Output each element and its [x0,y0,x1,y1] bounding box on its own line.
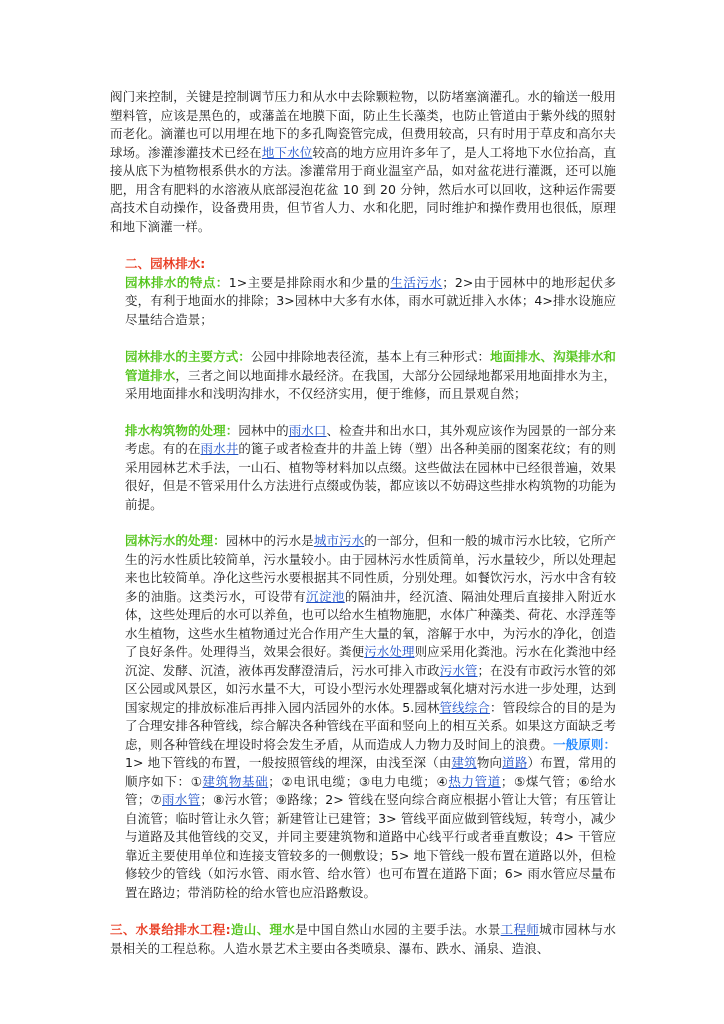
link-sedimentation-tank[interactable]: 沉淀池 [306,588,345,604]
link-rain-pipe[interactable]: 雨水管 [162,792,201,807]
link-road[interactable]: 道路 [502,755,528,770]
paragraph-drainage-structures [110,422,616,515]
document-page [110,88,616,958]
highlight-text: 一般原则： [553,736,616,752]
highlight-text: 造山、理水 [230,922,296,937]
link-building-foundation[interactable]: 建筑物基础 [202,773,269,789]
link-groundwater-level[interactable]: 地下水位 [261,144,313,160]
text: ；②电讯电缆；③电力电缆；④ [268,773,449,789]
text: ；在没有市政污水管的郊区公园或风景区，如污水量不大，可设小型污水处理器或氧化塘对污水进一步处理，达到国家规定的排放标准后再排入园内活园外的水体。5.园林 [125,662,616,715]
text: 1> 地下管线的布置，一般按照管线的埋深，由浅至深（由 [125,755,452,770]
text: 物向 [476,755,503,770]
text: 的篦子或者检查井的井盖上铸（塑）出各种美丽的图案花纹；有的则采用园林艺术手法，一山石、植物等材料加以点缀。这些做法在园林中已经很普遍，效果很好，但是不管采用什么方法进行点缀或伪装，都应该以不妨碍这些排水构筑物的功能为前提。 [125,441,616,512]
text: ；2>由于园林中的地形起伏多变，有利于地面水的排除；3>园林中大多有水体，雨水可就近排入水体；4>排水设施应尽量结合造景； [125,274,617,327]
text: 、检查井和出水口，其外观应该作为园景的一部分来考虑。有的在 [125,422,617,456]
subheading-label: 排水构筑物的处理： [125,422,239,438]
text: ）布置，常用的顺序如下：① [125,755,616,789]
text: 园林中的 [238,422,289,438]
text: 阀门来控制，关键是控制调节压力和从水中去除颗粒物，以防堵塞滴灌孔。水的输送一般用塑料管，应该是黑色的，或藩盖在地膜下面，防止生长藻类，也防止管道由于紫外线的照射而老化。滴灌也可以用埋在地下的多孔陶瓷管完成，但费用较高，只有时用于草皮和高尔夫球场。渗灌渗灌技术已经在 [110,89,616,160]
link-pipeline-integration[interactable]: 管线综合 [439,699,490,715]
link-building[interactable]: 建筑 [451,755,477,770]
link-heating-pipe[interactable]: 热力管道 [448,773,501,789]
text: 公园中排除地表径流，基本上有三种形式： [250,349,491,364]
text: 较高的地方应用许多年了，是人工将地下水位抬高，直接从底下为植物根系供水的方法。渗灌常用于商业温室产品，如对盆花进行灌溉，还可以施肥，用含有肥料的水溶液从底部浸泡花盆 10 到 20 分钟，然后水可以回收，这种运作需要高技术自动操作，设备费用贵，但节省人力、水和化肥，同时维护和操作费用也很低，原理和地下滴灌一样。 [110,144,616,234]
subheading-label: 园林排水的主要方式： [125,349,251,364]
section-heading-garden-drainage [110,255,616,274]
section-heading-waterscape: 三、水景给排水工程: [110,922,231,937]
text: ；⑤煤气管；⑥给水管；⑦ [125,773,616,807]
highlight-text: 地面排水、沟渠排水和管道排水 [125,349,616,383]
text: 1>主要是排除雨水和少量的 [228,274,391,290]
link-sewer-pipe[interactable]: 污水管 [439,662,478,678]
text: ，三者之间以地面排水最经济。在我国，大部分公园绿地都采用地面排水为主，采用地面排水和浅明沟排水，不仅经济实用，便于维修，而且景观自然； [125,367,616,401]
link-rain-inlet[interactable]: 雨水口 [288,422,327,438]
text: 的隔油井，经沉渣、隔油处理后直接排入附近水体，这些处理后的水可以养鱼，也可以给水生植物施肥，水体广种藻类、荷花、水浮莲等水生植物，这些水生植物通过光合作用产生大量的氧，溶解于水中，为污水的净化，创造了良好条件。处理得当，效果会很好。粪便 [125,588,616,659]
text: 则应采用化粪池。污水在化粪池中经沉淀、发酵、沉渣，液体再发酵澄清后，污水可排入市政 [125,644,616,678]
text: 是中国自然山水园的主要手法。水景 [295,922,501,937]
text: 的一部分，但和一般的城市污水比较，它所产生的污水性质比较简单，污水量较小。由于园林污水性质简单，污水量较少，所以处理起来也比较简单。净化这些污水要根据其不同性质，分别处理。如餐饮污水，污水中含有较多的油脂。这类污水，可设带有 [125,533,617,604]
link-domestic-sewage[interactable]: 生活污水 [390,274,443,290]
paragraph-sewage-treatment [110,532,616,902]
text: 园林中的污水是 [225,533,314,548]
link-sewage-treatment[interactable]: 污水处理 [364,644,415,659]
text: ：管段综合的目的是为了合理安排各种管线，综合解决各种管线在平面和竖向上的相互关系。如果这方面缺乏考虑，则各种管线在埋设时将会发生矛盾，从而造成人力物力及时间上的浪费。 [125,699,616,752]
text: 城市园林与水景相关的工程总称。人造水景艺术主要由各类喷泉、瀑布、跌水、涌泉、造浪、 [110,922,616,956]
paragraph-drainage-features [110,274,616,330]
text: ；⑧污水管；⑨路缘；2> 管线在竖向综合商应根据小管让大管；有压管让自流管；临时管让永久管；新建管让已建管；3> 管线平面应做到管线短，转弯小，减少与道路及其他管线的交叉，并同主要建筑物和道路中心线平行或者垂直敷设；4> 干管应靠近主要使用单位和连接支管较多的一侧敷设；5> 地下管线一般布置在道路以外，但检修较少的管线（如污水管、雨水管、给水管）也可布置在道路下面；6> 雨水管应尽量布置在路边；带消防栓的给水管也应沿路敷设。 [125,792,617,900]
link-rain-well[interactable]: 雨水井 [200,441,239,456]
paragraph-drip-irrigation [110,88,616,236]
paragraph-waterscape-engineering [110,921,616,958]
subheading-label: 园林排水的特点： [125,274,229,290]
link-urban-sewage[interactable]: 城市污水 [313,533,365,548]
link-engineer[interactable]: 工程师 [500,922,540,937]
paragraph-drainage-methods [110,348,616,404]
subheading-label: 园林污水的处理： [125,533,226,548]
heading-text: 二、园林排水: [125,256,206,271]
